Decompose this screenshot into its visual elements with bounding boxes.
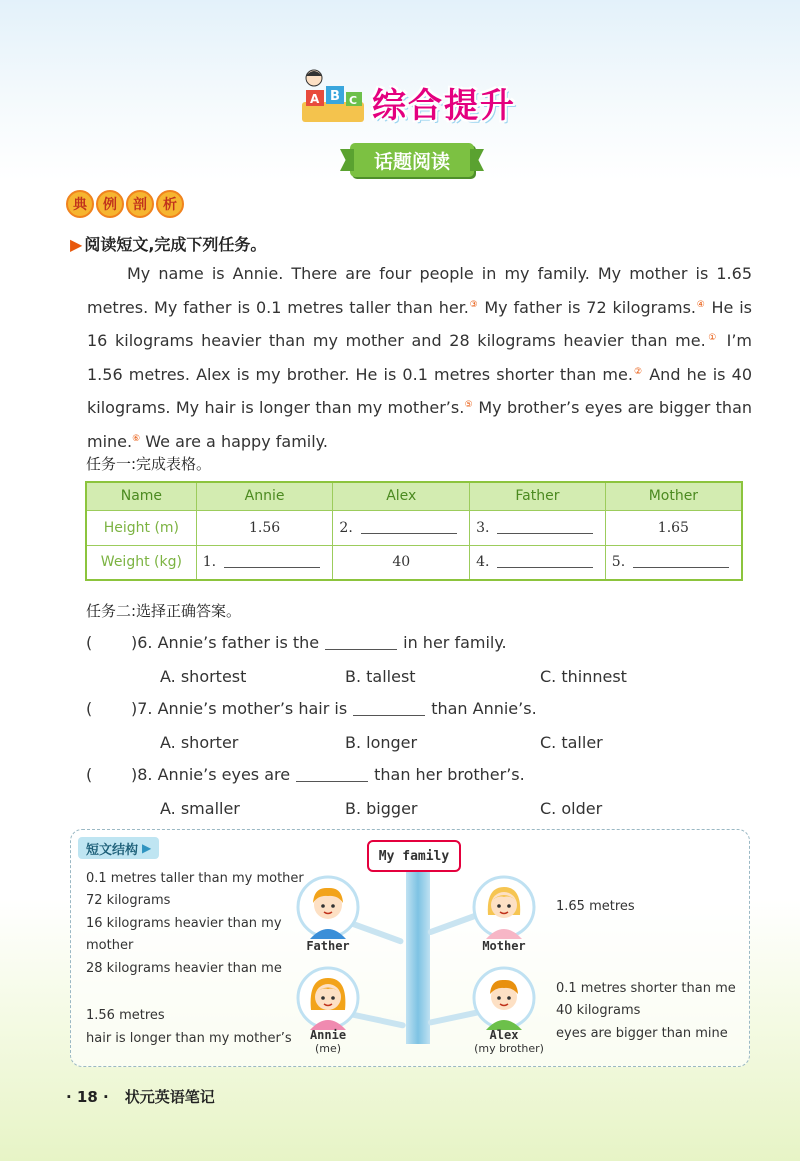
badge-char: 剖 xyxy=(126,190,154,218)
option-b[interactable]: B. tallest xyxy=(345,667,416,686)
passage-sentence: My father is 72 kilograms. xyxy=(478,297,696,317)
badge-char: 典 xyxy=(66,190,94,218)
abc-blocks-kid-icon xyxy=(300,68,366,124)
annie-name: Annie xyxy=(309,1028,347,1042)
option-a[interactable]: A. smaller xyxy=(160,799,240,818)
question-6: ( )6. Annie’s father is the in her family. xyxy=(86,633,507,652)
task1-label: 任务一:完成表格。 xyxy=(86,455,212,473)
instruction-text: 阅读短文,完成下列任务。 xyxy=(84,235,267,254)
table-header: Mother xyxy=(605,482,742,510)
sentence-mark: ① xyxy=(705,333,719,343)
alex-note: 40 kilograms xyxy=(556,1003,641,1018)
page-number: · 18 · xyxy=(66,1087,109,1106)
annie-note: 1.56 metres xyxy=(86,1008,165,1023)
annie-weight-blank[interactable]: 1. xyxy=(196,545,333,580)
passage-sentence: He is 16 kilograms heavier than my mother and 28 kilograms heavier than me. xyxy=(87,297,753,350)
table-header: Annie xyxy=(196,482,333,510)
tree-trunk xyxy=(406,872,430,1044)
sentence-mark: ④ xyxy=(696,299,706,310)
triangle-icon: ▶ xyxy=(142,841,152,855)
section-badge xyxy=(66,190,184,218)
page-title: 综合提升 xyxy=(372,86,516,126)
option-a[interactable]: A. shortest xyxy=(160,667,247,686)
father-avatar-icon xyxy=(296,875,360,939)
answer-paren[interactable]: ( xyxy=(86,633,93,652)
answer-paren[interactable]: ( xyxy=(86,699,93,718)
instruction xyxy=(70,232,266,255)
alex-weight: 40 xyxy=(333,545,470,580)
weight-label: Weight (kg) xyxy=(86,545,196,580)
alex-note: 0.1 metres shorter than me xyxy=(556,981,736,996)
father-weight-blank[interactable]: 4. xyxy=(470,545,606,580)
svg-text:C: C xyxy=(349,94,358,107)
passage-sentence: I’m 1.56 metres. Alex is my brother. He is 0.1 metres shorter than me. xyxy=(87,331,752,384)
option-c[interactable]: C. older xyxy=(540,799,603,818)
father-note: 0.1 metres taller than my mother xyxy=(86,871,304,886)
alex-note: eyes are bigger than mine xyxy=(556,1026,728,1041)
father-name: Father xyxy=(306,939,350,953)
mother-weight-blank[interactable]: 5. xyxy=(605,545,742,580)
alex-name: Alex xyxy=(489,1028,519,1042)
mother-name: Mother xyxy=(482,939,526,953)
option-c[interactable]: C. thinnest xyxy=(540,667,627,686)
badge-char: 析 xyxy=(156,190,184,218)
annie-sub: (me) xyxy=(314,1042,342,1055)
option-a[interactable]: A. shorter xyxy=(160,733,239,752)
father-height-blank[interactable]: 3. xyxy=(470,510,606,545)
answer-blank[interactable] xyxy=(353,702,425,716)
option-b[interactable]: B. longer xyxy=(345,733,418,752)
mother-height: 1.65 xyxy=(605,510,742,545)
alex-avatar-icon xyxy=(472,966,536,1030)
table-header: Name xyxy=(86,482,196,510)
mother-note: 1.65 metres xyxy=(556,899,635,914)
annie-avatar-icon xyxy=(296,966,360,1030)
father-note: 28 kilograms heavier than me xyxy=(86,961,282,976)
question-7: ( )7. Annie’s mother’s hair is than Annie’s. xyxy=(86,699,537,718)
option-b[interactable]: B. bigger xyxy=(345,799,418,818)
mother-avatar-icon xyxy=(472,875,536,939)
sentence-mark: ③ xyxy=(468,299,479,310)
passage-sentence: We are a happy family. xyxy=(140,431,328,451)
question-8: ( )8. Annie’s eyes are than her brother’s. xyxy=(86,765,525,784)
table-header: Alex xyxy=(333,482,470,510)
structure-tag: 短文结构 ▶ xyxy=(78,837,159,859)
father-note: 72 kilograms xyxy=(86,893,171,908)
page-footer xyxy=(66,1086,215,1107)
height-label: Height (m) xyxy=(86,510,196,545)
answer-paren[interactable]: ( xyxy=(86,765,93,784)
annie-note: hair is longer than my mother’s xyxy=(86,1031,292,1046)
info-table xyxy=(85,481,743,581)
reading-passage xyxy=(87,258,752,457)
answer-blank[interactable] xyxy=(325,636,397,650)
triangle-icon: ▶ xyxy=(70,235,83,254)
svg-text:B: B xyxy=(330,89,340,104)
svg-text:A: A xyxy=(310,92,320,106)
option-c[interactable]: C. taller xyxy=(540,733,603,752)
task2-label: 任务二:选择正确答案。 xyxy=(86,602,242,620)
book-title: 状元英语笔记 xyxy=(124,1088,215,1106)
sentence-mark: ② xyxy=(632,366,644,377)
answer-blank[interactable] xyxy=(296,768,368,782)
father-note: 16 kilograms heavier than my xyxy=(86,916,282,931)
annie-height: 1.56 xyxy=(196,510,333,545)
section-subtitle: 话题阅读 xyxy=(350,143,474,177)
alex-sub: (my brother) xyxy=(474,1042,544,1055)
badge-char: 例 xyxy=(96,190,124,218)
alex-height-blank[interactable]: 2. xyxy=(333,510,470,545)
passage-sentence: My name is Annie. There are four people in my family. My mother is 1.65 metres. My father is 0.1 metres taller than her. xyxy=(87,264,752,317)
sentence-mark: ⑤ xyxy=(464,400,473,410)
passage-sentence: And he is 40 kilograms. My hair is longer than my mother’s. xyxy=(87,364,752,417)
table-header: Father xyxy=(470,482,606,510)
family-sign: My family xyxy=(367,840,461,872)
father-note: mother xyxy=(86,938,134,953)
passage-sentence: My brother’s eyes are bigger than mine. xyxy=(87,398,753,451)
sentence-mark: ⑥ xyxy=(132,433,141,444)
